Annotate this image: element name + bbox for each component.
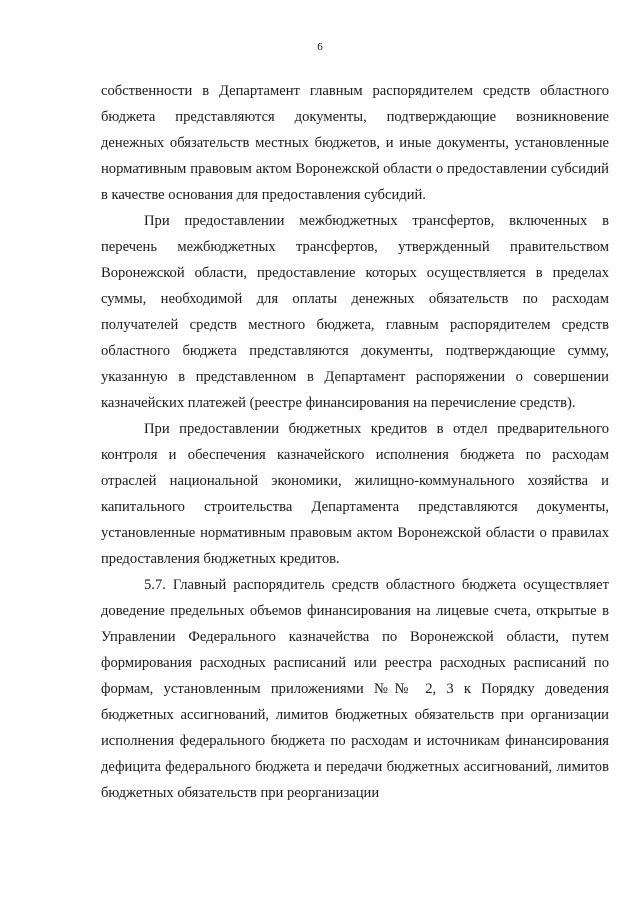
paragraph-budget-credits: При предоставлении бюджетных кредитов в отдел предварительного контроля и обеспечения казначейского исполнения бюджета по расходам отраслей национальной экономики, жилищно-коммунального хозяйства и капитального строительства Департамента представляются документы, установленные нормативным правовым актом Воронежской области о правилах предоставления бюджетных кредитов. <box>101 421 609 567</box>
paragraph-section-5-7: 5.7. Главный распорядитель средств областного бюджета осуществляет доведение предельных объемов финансирования на лицевые счета, открытые в Управлении Федерального казначейства по Воронежской области, путем формирования расходных расписаний или реестра расходных расписаний по формам, установленным приложениями №№ 2, 3 к Порядку доведения бюджетных ассигнований, лимитов бюджетных обязательств при организации исполнения федерального бюджета по расходам и источникам финансирования дефицита федерального бюджета и передачи бюджетных ассигнований, лимитов бюджетных обязательств при реорганизации <box>101 577 609 801</box>
document-body <box>101 78 609 806</box>
page-number: 6 <box>317 41 323 53</box>
paragraph-subsidy-documents: собственности в Департамент главным распорядителем средств областного бюджета представляются документы, подтверждающие возникновение денежных обязательств местных бюджетов, и иные документы, установленные нормативным правовым актом Воронежской области о предоставлении субсидий в качестве основания для предоставления субсидий. <box>101 83 609 203</box>
paragraph-interbudget-transfers: При предоставлении межбюджетных трансфертов, включенных в перечень межбюджетных трансфертов, утвержденный правительством Воронежской области, предоставление которых осуществляется в пределах суммы, необходимой для оплаты денежных обязательств по расходам получателей средств местного бюджета, главным распорядителем средств областного бюджета представляются документы, подтверждающие сумму, указанную в представленном в Департамент распоряжении о совершении казначейских платежей (реестре финансирования на перечисление средств). <box>101 213 609 411</box>
